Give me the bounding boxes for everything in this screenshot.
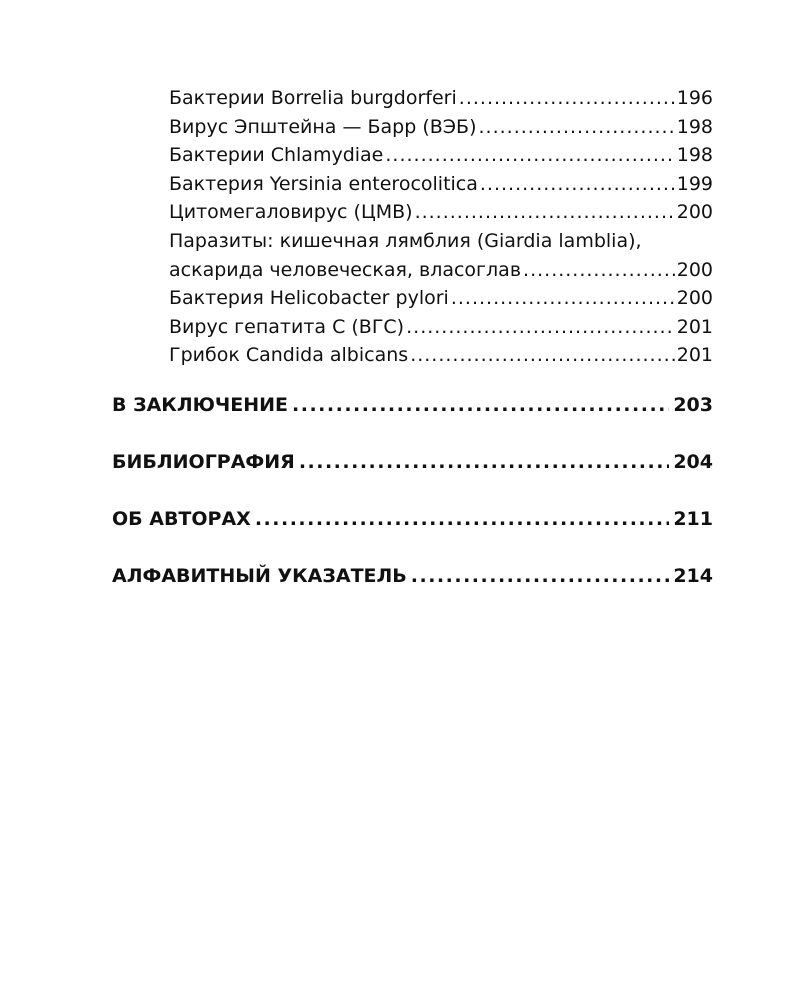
toc-entry bbox=[169, 84, 713, 113]
toc-entry-title-line2: аскарида человеческая, власоглав bbox=[169, 258, 522, 281]
toc-subsection-list bbox=[169, 84, 713, 370]
toc-entry-page: 198 bbox=[676, 115, 713, 138]
toc-main-entry-page: 203 bbox=[673, 394, 713, 416]
toc-entry-title: Вирус Эпштейна — Барр (ВЭБ) bbox=[169, 115, 477, 138]
toc-entry-title: Вирус гепатита С (ВГС) bbox=[169, 315, 405, 338]
dot-leader bbox=[385, 141, 674, 170]
toc-entry-page: 201 bbox=[676, 344, 713, 367]
toc-main-entry-page: 204 bbox=[673, 451, 713, 473]
toc-main-entry bbox=[112, 390, 713, 447]
toc-entry-title: Грибок Candida albicans bbox=[169, 344, 409, 367]
dot-leader bbox=[255, 504, 670, 534]
toc-main-section-list bbox=[112, 390, 713, 618]
toc-entry bbox=[169, 170, 713, 199]
toc-entry bbox=[169, 198, 713, 227]
dot-leader bbox=[406, 313, 675, 342]
toc-entry-title: Бактерия Helicobacter pylori bbox=[169, 287, 449, 310]
toc-main-entry-title: БИБЛИОГРАФИЯ bbox=[112, 451, 295, 473]
dot-leader bbox=[451, 284, 675, 313]
toc-entry-line2 bbox=[169, 256, 713, 285]
toc-entry-page: 198 bbox=[676, 144, 713, 167]
dot-leader bbox=[292, 390, 669, 420]
toc-entry bbox=[169, 113, 713, 142]
toc-entry-page: 201 bbox=[676, 315, 713, 338]
toc-entry-title: Бактерия Yersinia enterocolitica bbox=[169, 172, 478, 195]
toc-entry-title: Бактерии Chlamydiae bbox=[169, 144, 384, 167]
dot-leader bbox=[410, 341, 675, 370]
toc-entry-title-line1: Паразиты: кишечная лямблия (Giardia lamblia), bbox=[169, 229, 642, 252]
toc-entry-title: Цитомегаловирус (ЦМВ) bbox=[169, 201, 413, 224]
toc-entry-page: 199 bbox=[676, 172, 713, 195]
toc-entry bbox=[169, 141, 713, 170]
toc-main-entry-title: ОБ АВТОРАХ bbox=[112, 508, 251, 530]
toc-main-entry-page: 214 bbox=[673, 565, 713, 587]
toc-entry-page: 200 bbox=[676, 201, 713, 224]
dot-leader bbox=[480, 170, 675, 199]
dot-leader bbox=[523, 256, 675, 285]
toc-main-entry bbox=[112, 504, 713, 561]
toc-entry bbox=[169, 227, 713, 284]
toc-entry bbox=[169, 284, 713, 313]
toc-entry-page: 196 bbox=[676, 87, 713, 109]
toc-entry bbox=[169, 341, 713, 370]
toc-main-entry-page: 211 bbox=[673, 508, 713, 530]
toc-entry bbox=[169, 313, 713, 342]
toc-main-entry bbox=[112, 447, 713, 504]
toc-entry-page: 200 bbox=[676, 258, 713, 281]
toc-entry-page: 200 bbox=[676, 287, 713, 310]
toc-main-entry-title: В ЗАКЛЮЧЕНИЕ bbox=[112, 394, 289, 416]
toc-main-entry-title: АЛФАВИТНЫЙ УКАЗАТЕЛЬ bbox=[112, 565, 407, 587]
toc-entry-title: Бактерии Borrelia burgdorferi bbox=[169, 87, 457, 109]
toc-main-entry bbox=[112, 561, 713, 618]
dot-leader bbox=[459, 84, 675, 113]
dot-leader bbox=[411, 561, 670, 591]
dot-leader bbox=[479, 113, 675, 142]
dot-leader bbox=[299, 447, 670, 477]
dot-leader bbox=[415, 198, 675, 227]
